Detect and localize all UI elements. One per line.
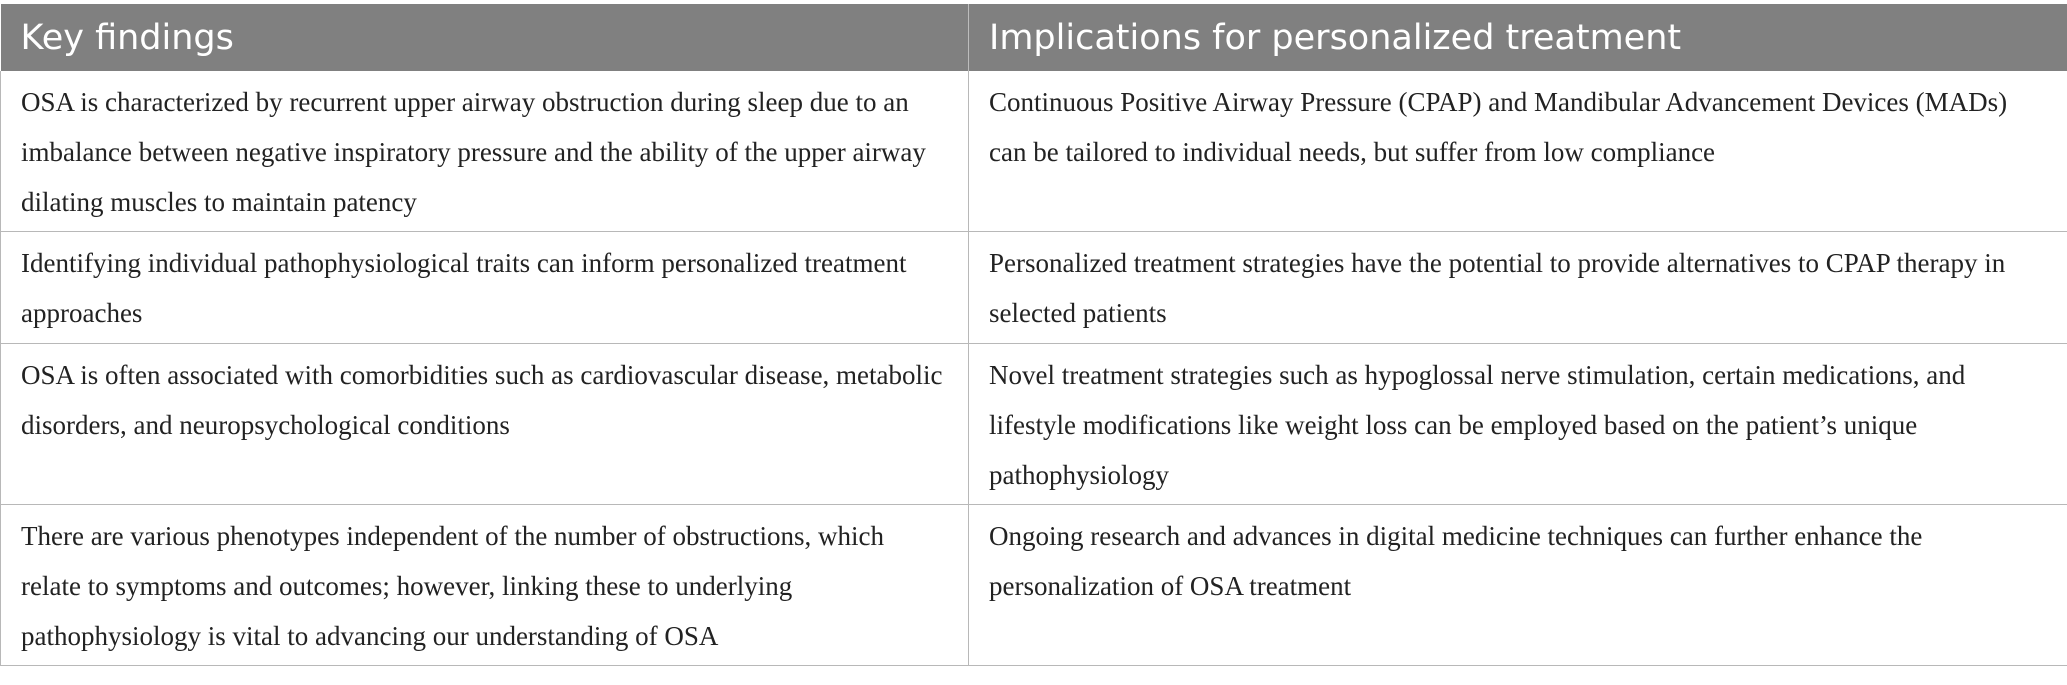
findings-table-container [0, 4, 2067, 666]
table-cell-finding: There are various phenotypes independent of the number of obstructions, which relate to symptoms and outcomes; however, linking these to underlying pathophysiology is vital to advancing our understanding of OSA [1, 505, 969, 666]
table-row [1, 344, 2067, 505]
table-row [1, 232, 2067, 344]
findings-table [0, 4, 2067, 666]
column-header-implications: Implications for personalized treatment [969, 4, 2067, 71]
table-row [1, 71, 2067, 232]
table-cell-finding: OSA is characterized by recurrent upper airway obstruction during sleep due to an imbalance between negative inspiratory pressure and the ability of the upper airway dilating muscles to maintain patency [1, 71, 969, 232]
table-row [1, 505, 2067, 666]
table-cell-implication: Personalized treatment strategies have the potential to provide alternatives to CPAP therapy in selected patients [969, 232, 2067, 344]
table-cell-implication: Continuous Positive Airway Pressure (CPAP) and Mandibular Advancement Devices (MADs) can be tailored to individual needs, but suffer from low compliance [969, 71, 2067, 232]
table-header-row [1, 4, 2067, 71]
column-header-key-findings: Key findings [1, 4, 969, 71]
table-cell-finding: Identifying individual pathophysiological traits can inform personalized treatment approaches [1, 232, 969, 344]
table-cell-finding: OSA is often associated with comorbidities such as cardiovascular disease, metabolic disorders, and neuropsychological conditions [1, 344, 969, 505]
table-cell-implication: Ongoing research and advances in digital medicine techniques can further enhance the personalization of OSA treatment [969, 505, 2067, 666]
table-cell-implication: Novel treatment strategies such as hypoglossal nerve stimulation, certain medications, and lifestyle modifications like weight loss can be employed based on the patient’s unique pathophysiology [969, 344, 2067, 505]
